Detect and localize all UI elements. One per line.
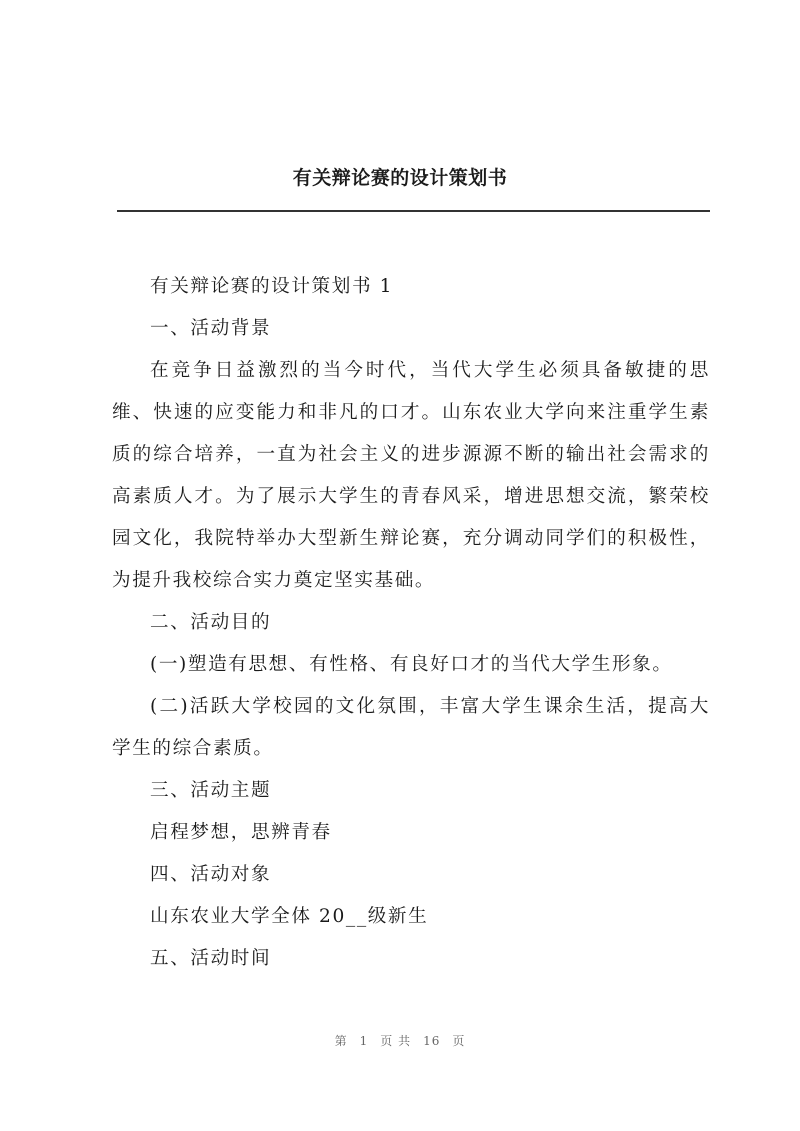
section-heading-time: 五、活动时间 <box>150 948 272 969</box>
footer-total-pages: 16 <box>423 1034 441 1048</box>
paragraph-theme: 启程梦想，思辨青春 <box>150 822 332 843</box>
section-heading-background: 一、活动背景 <box>150 318 272 339</box>
document-subtitle: 有关辩论赛的设计策划书 1 <box>150 276 394 297</box>
footer-total-prefix: 页 共 <box>380 1034 412 1048</box>
title-divider <box>117 210 710 212</box>
section-heading-theme: 三、活动主题 <box>150 780 272 801</box>
section-heading-audience: 四、活动对象 <box>150 864 272 885</box>
section-heading-purpose: 二、活动目的 <box>150 612 272 633</box>
paragraph-background: 在竞争日益激烈的当今时代，当代大学生必须具备敏捷的思维、快速的应变能力和非凡的口才。山东农业大学向来注重学生素质的综合培养，一直为社会主义的进步源源不断的输出社会需求的高素质人才。为了展示大学生的青春风采，增进思想交流，繁荣校园文化，我院特举办大型新生辩论赛，充分调动同学们的积极性，为提升我校综合实力奠定坚实基础。 <box>112 360 710 591</box>
document-title: 有关辩论赛的设计策划书 <box>292 167 508 189</box>
footer-total-suffix: 页 <box>452 1034 466 1048</box>
footer-page-number: 1 <box>359 1034 369 1048</box>
paragraph-purpose-1: (一)塑造有思想、有性格、有良好口才的当代大学生形象。 <box>150 654 673 675</box>
document-body <box>112 266 710 980</box>
page-footer <box>0 1032 800 1049</box>
footer-page-label: 第 <box>334 1034 348 1048</box>
paragraph-audience: 山东农业大学全体 20__级新生 <box>150 906 429 927</box>
paragraph-purpose-2: (二)活跃大学校园的文化氛围，丰富大学生课余生活，提高大学生的综合素质。 <box>112 696 710 759</box>
